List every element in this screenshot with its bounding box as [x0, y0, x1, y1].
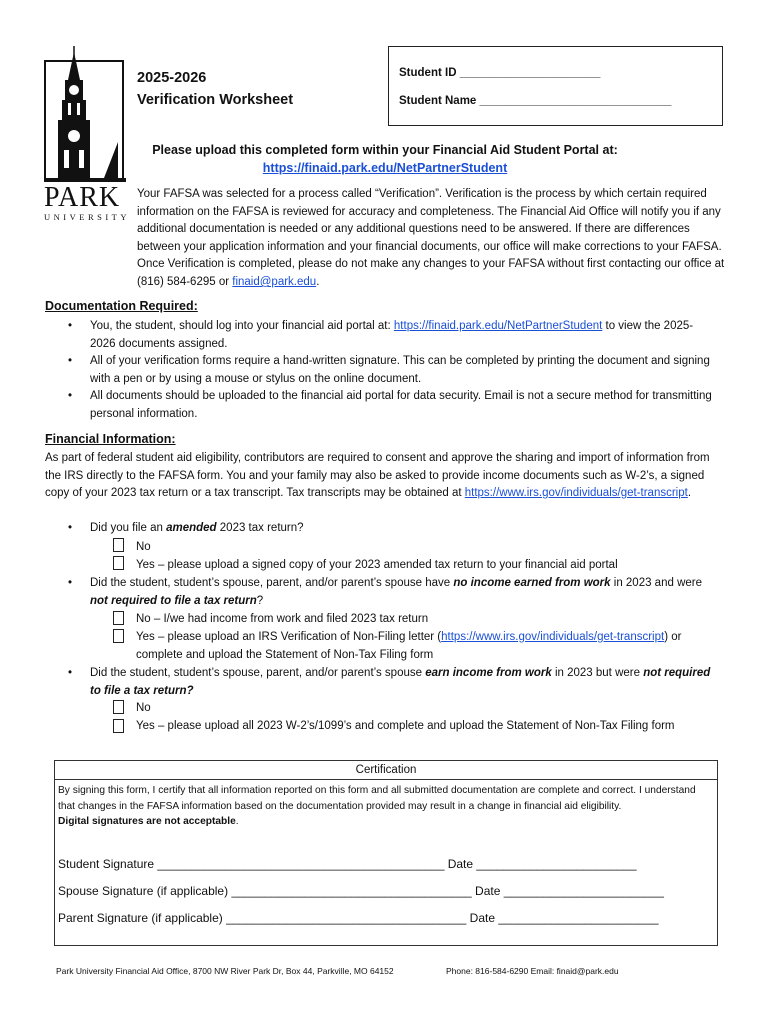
- q2-no-checkbox[interactable]: [113, 611, 124, 625]
- q3-yes-label: Yes – please upload all 2023 W-2’s/1099’s and complete and upload the Statement of Non-Tax Filing form: [136, 720, 675, 732]
- q3-yes-checkbox[interactable]: [113, 719, 124, 733]
- footer-address: Park University Financial Aid Office, 8700 NW River Park Dr, Box 44, Parkville, MO 64152: [56, 966, 394, 976]
- student-signature-line[interactable]: Student Signature ___________________________________________ Date ________________________: [58, 857, 637, 871]
- digital-signature-note: Digital signatures are not acceptable: [58, 816, 236, 827]
- doc-bullet-3: • All documents should be uploaded to the financial aid portal for data security. Email is not a secure method for transmitting personal information.: [68, 390, 712, 420]
- doc-bullet-2: • All of your verification forms require a hand-written signature. This can be completed by printing the document and signing with a pen or by using a mouse or stylus on the online document.: [68, 355, 710, 385]
- certification-heading: Certification: [55, 761, 717, 780]
- question-amended-return: • Did you file an amended 2023 tax return?: [68, 522, 304, 534]
- q2-yes-label: Yes – please upload an IRS Verification of Non-Filing letter (https://www.irs.gov/individuals/get-transcript) or complete and upload the Statement of Non-Tax Filing form: [136, 631, 682, 661]
- upload-text: Please upload this completed form within your Financial Aid Student Portal at:: [152, 143, 618, 157]
- transcript-link[interactable]: https://www.irs.gov/individuals/get-transcript: [464, 487, 688, 500]
- email-link[interactable]: finaid@park.edu: [232, 275, 317, 288]
- irs-transcript-link[interactable]: https://www.irs.gov/individuals/get-transcript: [441, 631, 665, 643]
- page-title: Verification Worksheet: [137, 92, 294, 108]
- q1-no-checkbox[interactable]: [113, 538, 124, 552]
- q1-no-label: No: [136, 541, 151, 553]
- documentation-heading: Documentation Required:: [45, 299, 198, 313]
- intro-paragraph: [137, 186, 727, 292]
- spouse-signature-line[interactable]: Spouse Signature (if applicable) ____________________________________ Date ________________________: [58, 884, 664, 898]
- worksheet-title: [137, 67, 293, 111]
- logo-park-text: PARK: [44, 182, 121, 213]
- academic-year: 2025-2026: [137, 70, 207, 86]
- q3-no-checkbox[interactable]: [113, 700, 124, 714]
- park-university-logo: [44, 46, 130, 222]
- q1-yes-checkbox[interactable]: [113, 556, 124, 570]
- q2-yes-checkbox[interactable]: [113, 629, 124, 643]
- upload-instruction: [0, 141, 770, 177]
- financial-paragraph: As part of federal student aid eligibility, contributors are required to consent and approve the sharing and import of information from the IRS directly to the FAFSA form. You and your family may also be asked to provide income documents such as W-2’s, a signed copy of your 2023 tax return or a tax transcript. Tax transcripts may be obtained at https://www.irs.gov/individuals/get-transcript.: [45, 452, 710, 500]
- portal-link-2[interactable]: https://finaid.park.edu/NetPartnerStudent: [393, 320, 603, 332]
- intro-end: .: [316, 275, 320, 288]
- q3-no-label: No: [136, 702, 151, 714]
- student-id-box: [388, 46, 723, 126]
- portal-link[interactable]: https://finaid.park.edu/NetPartnerStudent: [262, 161, 508, 175]
- q1-yes-label: Yes – please upload a signed copy of your 2023 amended tax return to your financial aid portal: [136, 559, 618, 571]
- parent-signature-line[interactable]: Parent Signature (if applicable) ____________________________________ Date ________________________: [58, 911, 659, 925]
- student-id-field[interactable]: Student ID ______________________: [399, 67, 601, 79]
- footer-contact: Phone: 816-584-6290 Email: finaid@park.edu: [446, 966, 619, 976]
- financial-heading: Financial Information:: [45, 432, 176, 446]
- certification-text: By signing this form, I certify that all information reported on this form and all submitted documentation are complete and correct. I understand that changes in the FAFSA information based on the documentation provided may result in a change in financial aid eligibility. Digital signatures are not acceptable.: [58, 785, 696, 827]
- certification-box: [54, 760, 718, 946]
- question-no-income: • Did the student, student’s spouse, parent, and/or parent’s spouse have no income earned from work in 2023 and were not required to file a tax return?: [68, 577, 702, 607]
- logo-university-text: UNIVERSITY: [44, 212, 130, 222]
- student-name-field[interactable]: Student Name ______________________________: [399, 95, 672, 107]
- intro-text: Your FAFSA was selected for a process called “Verification”. Verification is the process by which certain required information on the FAFSA is reviewed for accuracy and completeness. The Financial Aid Office will notify you if any additional documentation is needed or any additional questions need to be answered. If there are differences between your application information and your financial documents, our office will make corrections to your FAFSA. Once Verification is completed, please do not make any changes to your FAFSA without first contacting our office at (816) 584-6295 or: [137, 188, 725, 288]
- doc-bullet-1: • You, the student, should log into your financial aid portal at: https://finaid.park.edu/NetPartnerStudent to view the 2025-2026 documents assigned.: [68, 320, 694, 350]
- question-earned-income: • Did the student, student’s spouse, parent, and/or parent’s spouse earn income from work in 2023 but were not required to file a tax return?: [68, 667, 711, 697]
- q2-no-label: No – I/we had income from work and filed 2023 tax return: [136, 613, 429, 625]
